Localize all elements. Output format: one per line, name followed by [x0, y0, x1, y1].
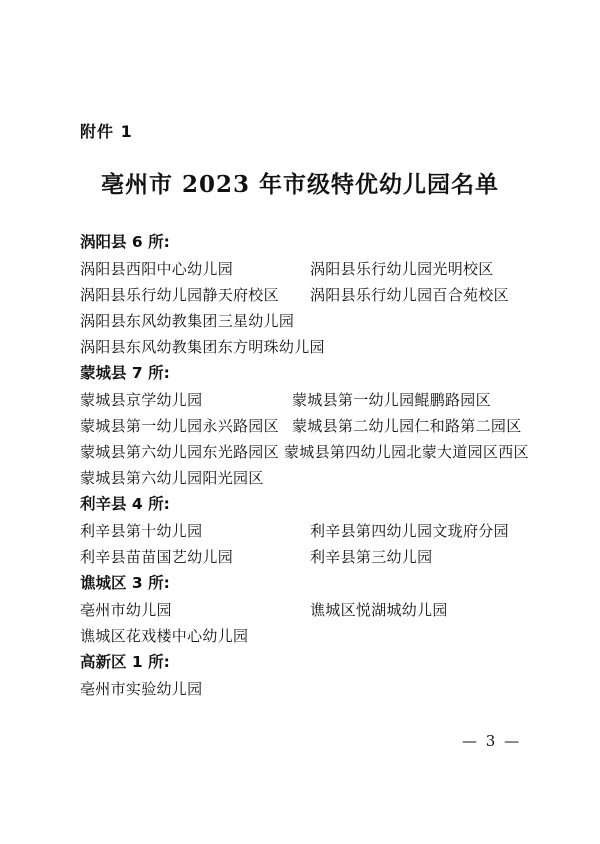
kindergarten-name: 谯城区花戏楼中心幼儿园	[80, 627, 249, 645]
kindergarten-name: 蒙城县第一幼儿园永兴路园区	[80, 417, 279, 435]
list-row	[80, 282, 540, 308]
document-title: 亳州市 2023 年市级特优幼儿园名单	[100, 171, 500, 198]
list-row	[80, 623, 540, 649]
list-row	[80, 518, 540, 544]
kindergarten-name: 蒙城县第二幼儿园仁和路第二园区	[292, 417, 522, 435]
kindergarten-name: 涡阳县乐行幼儿园百合苑校区	[310, 286, 509, 304]
list-row	[80, 439, 540, 465]
list-row	[80, 413, 540, 439]
kindergarten-name: 涡阳县西阳中心幼儿园	[80, 260, 234, 278]
section-heading-gaoxin: 高新区 1 所:	[80, 653, 170, 671]
page-number: — 3 —	[462, 732, 522, 750]
section-heading-qiaocheng: 谯城区 3 所:	[80, 574, 170, 592]
kindergarten-list	[80, 229, 540, 702]
list-row	[80, 465, 540, 491]
kindergarten-name: 谯城区悦湖城幼儿园	[310, 601, 448, 619]
list-row	[80, 387, 540, 413]
list-row	[80, 334, 540, 360]
list-row	[80, 676, 540, 702]
kindergarten-name: 蒙城县第六幼儿园东光路园区	[80, 443, 279, 461]
kindergarten-name: 涡阳县乐行幼儿园静天府校区	[80, 286, 279, 304]
kindergarten-name: 蒙城县京学幼儿园	[80, 391, 203, 409]
list-row	[80, 597, 540, 623]
kindergarten-name: 利辛县第四幼儿园文珑府分园	[310, 522, 509, 540]
annex-label: 附件 1	[80, 122, 133, 141]
list-row	[80, 256, 540, 282]
section-heading-lixin: 利辛县 4 所:	[80, 495, 170, 513]
kindergarten-name: 利辛县苗苗国艺幼儿园	[80, 548, 234, 566]
kindergarten-name: 涡阳县东风幼教集团三星幼儿园	[80, 312, 295, 330]
kindergarten-name: 利辛县第三幼儿园	[310, 548, 433, 566]
list-row	[80, 544, 540, 570]
kindergarten-name: 蒙城县第六幼儿园阳光园区	[80, 469, 264, 487]
kindergarten-name: 亳州市实验幼儿园	[80, 680, 203, 698]
kindergarten-name: 利辛县第十幼儿园	[80, 522, 203, 540]
section-heading-mengcheng: 蒙城县 7 所:	[80, 364, 170, 382]
kindergarten-name: 蒙城县第一幼儿园鲲鹏路园区	[292, 391, 491, 409]
kindergarten-name: 亳州市幼儿园	[80, 601, 172, 619]
kindergarten-name: 涡阳县乐行幼儿园光明校区	[310, 260, 494, 278]
kindergarten-name: 涡阳县东风幼教集团东方明珠幼儿园	[80, 338, 325, 356]
kindergarten-name: 蒙城县第四幼儿园北蒙大道园区西区	[284, 443, 529, 461]
section-heading-guoyang: 涡阳县 6 所:	[80, 233, 170, 251]
list-row	[80, 308, 540, 334]
